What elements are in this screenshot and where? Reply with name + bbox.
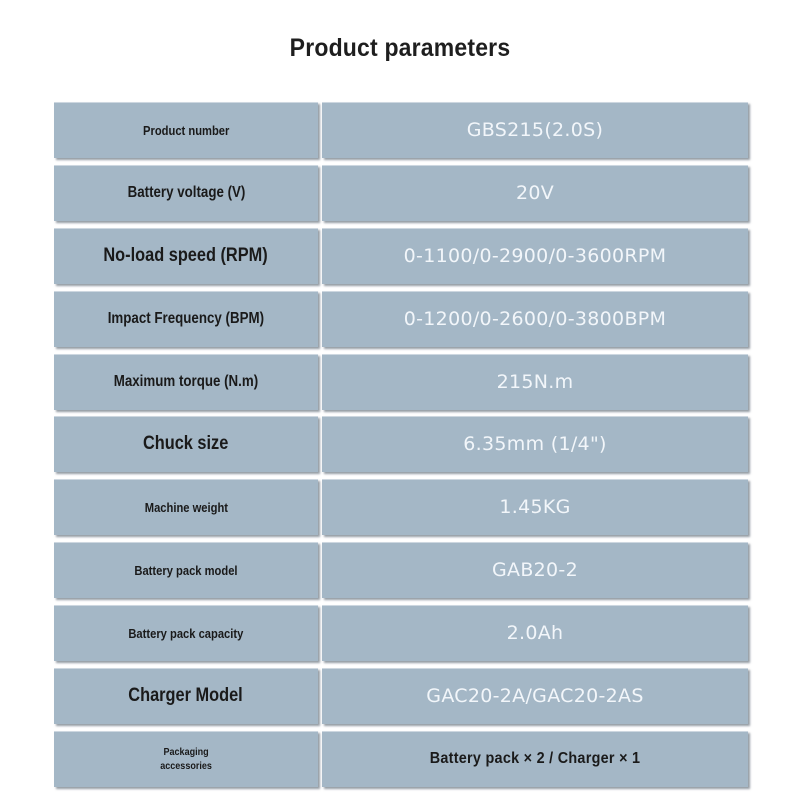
value-cell	[322, 605, 748, 661]
param-label: Battery pack capacity	[128, 625, 244, 641]
value-cell	[322, 416, 748, 472]
label-cell	[54, 731, 318, 787]
table-row	[54, 668, 748, 724]
param-value: 0-1200/0-2600/0-3800BPM	[403, 307, 667, 330]
param-label: Chuck size	[143, 433, 229, 455]
param-label: Maximum torque (N.m)	[113, 372, 259, 390]
param-label: Battery voltage (V)	[127, 183, 245, 201]
param-label-line: accessories	[160, 759, 212, 772]
param-value: GBS215(2.0S)	[466, 119, 604, 141]
value-cell	[322, 542, 748, 598]
param-label	[160, 745, 212, 773]
param-label: Battery pack model	[134, 562, 238, 578]
table-row	[54, 228, 748, 284]
param-label: Impact Frequency (BPM)	[107, 309, 265, 327]
label-cell	[54, 605, 318, 661]
table-row	[54, 542, 748, 598]
table-row	[54, 102, 748, 158]
param-label-line: Packaging	[163, 745, 209, 758]
table-row	[54, 731, 748, 787]
param-label: Charger Model	[128, 685, 244, 707]
value-cell	[322, 228, 748, 284]
param-value: 20V	[515, 181, 555, 204]
label-cell	[54, 228, 318, 284]
label-cell	[54, 102, 318, 158]
value-cell	[322, 668, 748, 724]
value-cell	[322, 291, 748, 347]
label-cell	[54, 668, 318, 724]
param-label: Product number	[142, 122, 230, 138]
value-cell	[322, 102, 748, 158]
parameters-table	[54, 102, 748, 794]
value-cell	[322, 731, 748, 787]
label-cell	[54, 354, 318, 410]
param-value: 215N.m	[496, 370, 574, 393]
table-row	[54, 416, 748, 472]
value-cell	[322, 479, 748, 535]
param-value: 6.35mm (1/4")	[463, 433, 607, 456]
label-cell	[54, 542, 318, 598]
label-cell	[54, 416, 318, 472]
param-value: GAB20-2	[492, 559, 578, 582]
table-row	[54, 605, 748, 661]
value-cell	[322, 165, 748, 221]
param-value: 0-1100/0-2900/0-3600RPM	[403, 244, 667, 267]
table-row	[54, 165, 748, 221]
page-title: Product parameters	[289, 34, 511, 62]
table-row	[54, 291, 748, 347]
param-label: Machine weight	[144, 499, 228, 515]
label-cell	[54, 291, 318, 347]
param-value: Battery pack × 2 / Charger × 1	[429, 749, 641, 767]
param-value: 2.0Ah	[506, 622, 564, 645]
table-row	[54, 354, 748, 410]
value-cell	[322, 354, 748, 410]
table-row	[54, 479, 748, 535]
param-value: GAC20-2A/GAC20-2AS	[426, 685, 644, 708]
label-cell	[54, 479, 318, 535]
label-cell	[54, 165, 318, 221]
param-value: 1.45KG	[499, 496, 571, 519]
param-label: No-load speed (RPM)	[103, 244, 269, 266]
